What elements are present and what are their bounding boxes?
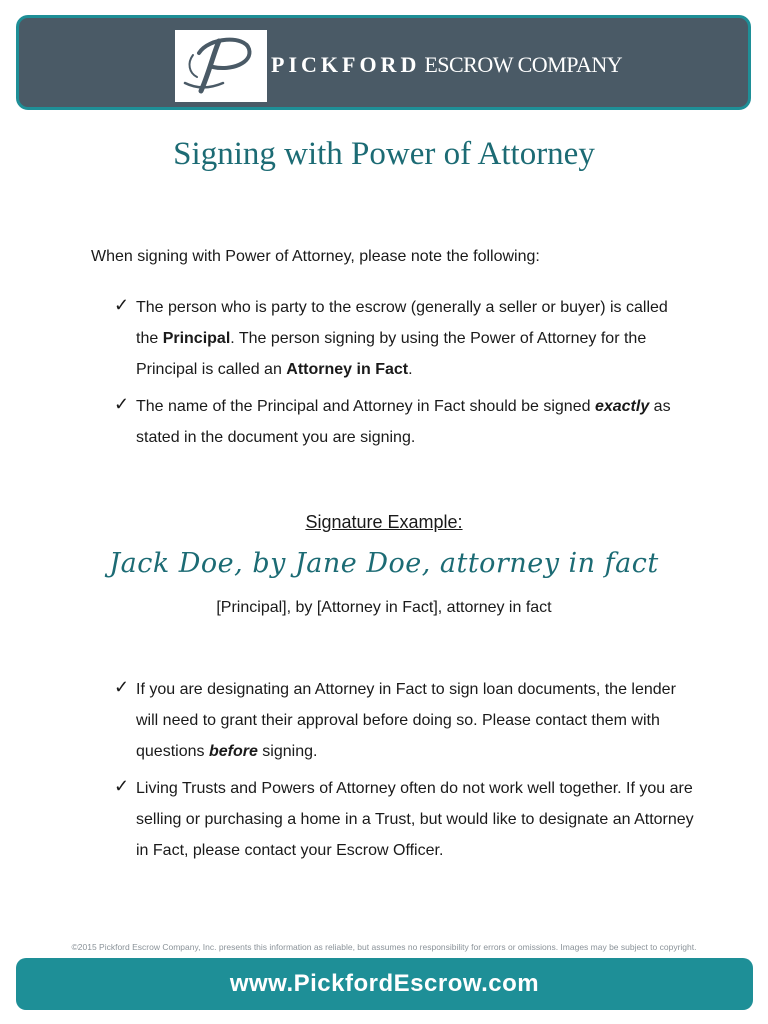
note-text: Principal xyxy=(162,330,231,347)
copyright-notice: ©2015 Pickford Escrow Company, Inc. presents this information as reliable, but assumes no responsibility for errors or omissions. Images may be subject to copyright. xyxy=(71,942,697,952)
note-text: before xyxy=(208,743,258,760)
header-banner xyxy=(16,15,751,110)
brand-wordmark xyxy=(271,52,622,78)
brand-suffix: ESCROW COMPANY xyxy=(424,52,623,77)
note-item xyxy=(114,292,694,385)
checkmark-icon: ✓ xyxy=(114,776,130,796)
note-text: Living Trusts and Powers of Attorney often do not work well together. If you are selling or purchasing a home in a Trust, but would like to designate an Attorney in Fact, please contact your Escrow Officer. xyxy=(136,780,694,859)
note-text: exactly xyxy=(594,398,650,415)
note-text: If you are designating an Attorney in Fact to sign loan documents, the lender will need to grant their approval before doing so. Please contact them with questions xyxy=(136,681,676,760)
page-title: Signing with Power of Attorney xyxy=(173,136,595,172)
script-p-monogram-icon xyxy=(179,33,263,99)
notes-list-bottom xyxy=(114,674,694,872)
note-text: . The person signing by using the Power of Attorney for the Principal is called an xyxy=(136,330,647,378)
signature-caption: [Principal], by [Attorney in Fact], attorney in fact xyxy=(216,599,552,616)
checkmark-icon: ✓ xyxy=(114,677,130,697)
note-item xyxy=(114,674,694,767)
website-link[interactable]: www.PickfordEscrow.com xyxy=(229,970,540,997)
note-text: The name of the Principal and Attorney in Fact should be signed xyxy=(136,398,595,415)
note-text: as stated in the document you are signing. xyxy=(136,398,671,446)
company-logo xyxy=(175,30,267,102)
checkmark-icon: ✓ xyxy=(114,295,130,315)
intro-text: When signing with Power of Attorney, please note the following: xyxy=(91,248,540,265)
note-text: The person who is party to the escrow (generally a seller or buyer) is called the xyxy=(136,299,668,347)
notes-list-top xyxy=(114,292,694,459)
note-text: signing. xyxy=(257,743,318,760)
brand-name: PICKFORD xyxy=(271,52,421,77)
signature-heading: Signature Example: xyxy=(305,512,463,532)
checkmark-icon: ✓ xyxy=(114,394,130,414)
note-text: . xyxy=(408,361,413,378)
note-item xyxy=(114,773,694,866)
footer-banner xyxy=(16,958,753,1010)
note-item xyxy=(114,391,694,453)
signature-sample: Jack Doe, by Jane Doe, attorney in fact xyxy=(109,548,659,579)
note-text: Attorney in Fact xyxy=(286,361,409,378)
